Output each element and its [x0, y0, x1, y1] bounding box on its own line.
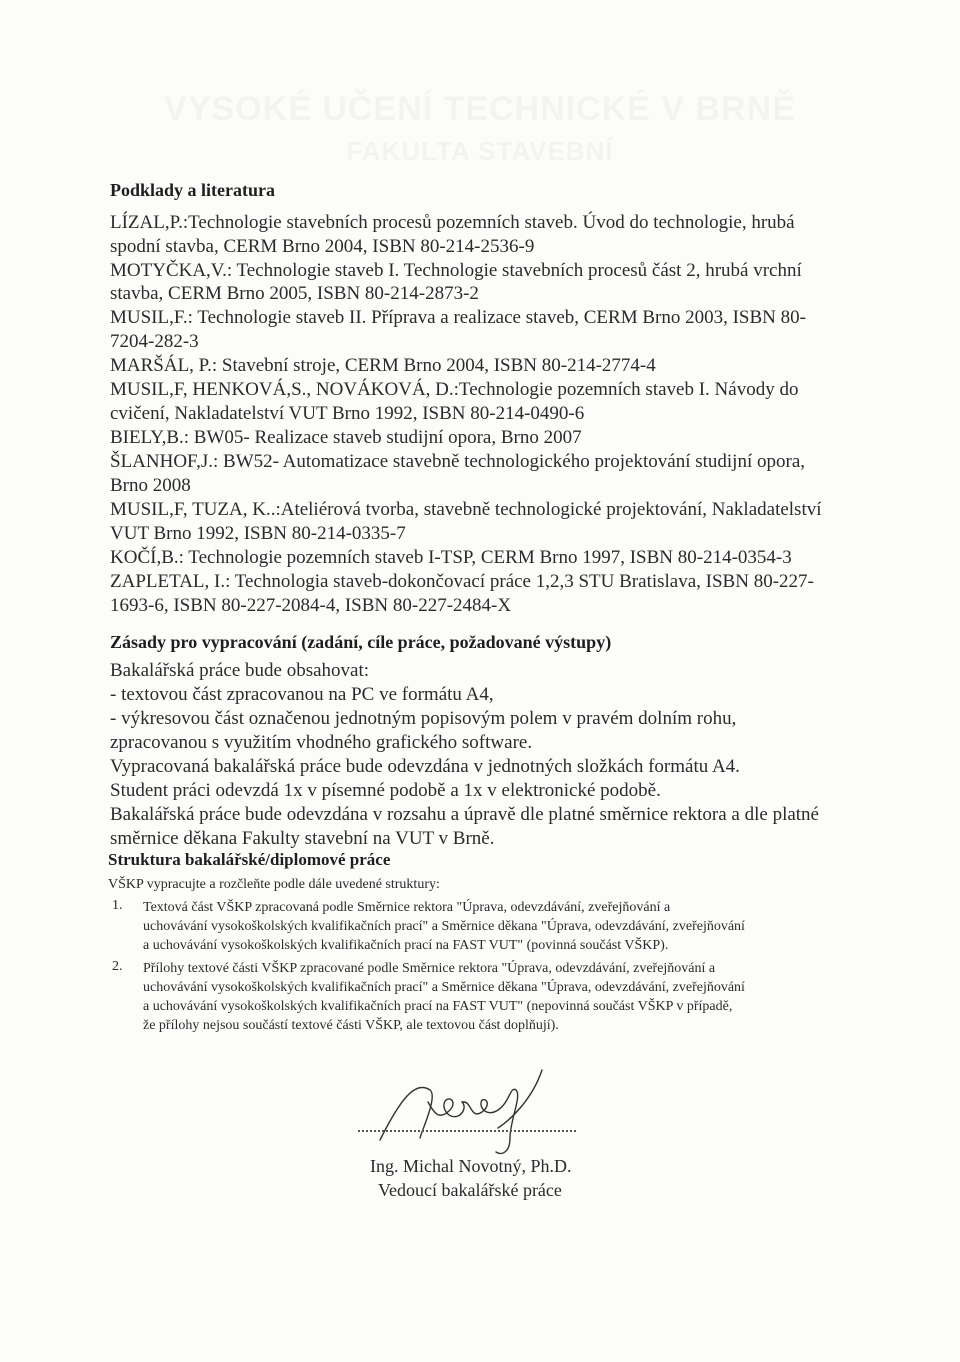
reference-line: 1693-6, ISBN 80-227-2084-4, ISBN 80-227-2484-X	[110, 595, 512, 616]
reference-line: MUSIL,F, HENKOVÁ,S., NOVÁKOVÁ, D.:Technologie pozemních staveb I. Návody do	[110, 379, 799, 400]
reference-line: VUT Brno 1992, ISBN 80-214-0335-7	[110, 523, 406, 544]
structure-item-number: 1.	[112, 898, 123, 913]
principles-line: zpracovanou s využitím vhodného grafického software.	[110, 732, 533, 753]
reference-line: ZAPLETAL, I.: Technologia staveb-dokončovací práce 1,2,3 STU Bratislava, ISBN 80-227-	[110, 571, 814, 592]
structure-item-line: Textová část VŠKP zpracovaná podle Směrnice rektora "Úprava, odevzdávání, zveřejňování a	[143, 900, 671, 915]
structure-item-line: a uchovávání vysokoškolských kvalifikačních prací na FAST VUT" (povinná součást VŠKP).	[143, 938, 669, 953]
reference-line: spodní stavba, CERM Brno 2004, ISBN 80-214-2536-9	[110, 236, 535, 257]
principles-heading: Zásady pro vypracování (zadání, cíle práce, požadované výstupy)	[110, 632, 612, 652]
reference-line: LÍZAL,P.:Technologie stavebních procesů pozemních staveb. Úvod do technologie, hrubá	[110, 212, 795, 233]
reference-line: 7204-282-3	[110, 331, 199, 352]
structure-intro: VŠKP vypracujte a rozčleňte podle dále uvedené struktury:	[108, 877, 440, 892]
reference-line: MUSIL,F, TUZA, K..:Ateliérová tvorba, stavebně technologické projektování, Nakladatelství	[110, 499, 822, 520]
signatory-name: Ing. Michal Novotný, Ph.D.	[370, 1156, 572, 1176]
faded-header-line1	[0, 88, 960, 130]
principles-line: Student práci odevzdá 1x v písemné podobě a 1x v elektronické podobě.	[110, 780, 661, 801]
structure-item-line: Přílohy textové části VŠKP zpracované podle Směrnice rektora "Úprava, odevzdávání, zveřejňování a	[143, 961, 716, 976]
reference-line: Brno 2008	[110, 475, 191, 496]
principles-line: směrnice děkana Fakulty stavební na VUT v Brně.	[110, 828, 495, 849]
faded-header	[0, 88, 960, 172]
signature-scribble	[360, 1060, 600, 1160]
signatory-role: Vedoucí bakalářské práce	[378, 1180, 562, 1200]
structure-item-line: že přílohy nejsou součástí textové části VŠKP, ale textovou část doplňují).	[143, 1018, 559, 1033]
faded-header-line2	[0, 130, 960, 172]
reference-line: MUSIL,F.: Technologie staveb II. Příprava a realizace staveb, CERM Brno 2003, ISBN 80-	[110, 307, 806, 328]
reference-line: stavba, CERM Brno 2005, ISBN 80-214-2873-2	[110, 283, 479, 304]
principles-line: Vypracovaná bakalářská práce bude odevzdána v jednotných složkách formátu A4.	[110, 756, 740, 777]
principles-line: Bakalářská práce bude odevzdána v rozsahu a úpravě dle platné směrnice rektora a dle platné	[110, 804, 819, 825]
reference-line: KOČÍ,B.: Technologie pozemních staveb I-TSP, CERM Brno 1997, ISBN 80-214-0354-3	[110, 547, 792, 568]
principles-line: - výkresovou část označenou jednotným popisovým polem v pravém dolním rohu,	[110, 708, 737, 729]
literature-heading: Podklady a literatura	[110, 180, 275, 200]
reference-line: MARŠÁL, P.: Stavební stroje, CERM Brno 2004, ISBN 80-214-2774-4	[110, 355, 656, 376]
reference-line: MOTYČKA,V.: Technologie staveb I. Technologie stavebních procesů část 2, hrubá vrchní	[110, 260, 802, 281]
structure-item-line: uchovávání vysokoškolských kvalifikačních prací" a Směrnice děkana "Úprava, odevzdávání, zveřejňování	[143, 980, 745, 995]
signature-line	[358, 1130, 576, 1132]
reference-line: cvičení, Nakladatelství VUT Brno 1992, ISBN 80-214-0490-6	[110, 403, 585, 424]
reference-line: BIELY,B.: BW05- Realizace staveb studijní opora, Brno 2007	[110, 427, 582, 448]
principles-line: - textovou část zpracovanou na PC ve formátu A4,	[110, 684, 494, 705]
structure-item-line: uchovávání vysokoškolských kvalifikačních prací" a Směrnice děkana "Úprava, odevzdávání, zveřejňování	[143, 919, 745, 934]
structure-item-number: 2.	[112, 959, 123, 974]
structure-item-line: a uchovávání vysokoškolských kvalifikačních prací na FAST VUT" (nepovinná součást VŠKP v případě,	[143, 999, 733, 1014]
principles-line: Bakalářská práce bude obsahovat:	[110, 660, 370, 681]
structure-heading: Struktura bakalářské/diplomové práce	[108, 850, 391, 869]
reference-line: ŠLANHOF,J.: BW52- Automatizace stavebně technologického projektování studijní opora,	[110, 451, 806, 472]
